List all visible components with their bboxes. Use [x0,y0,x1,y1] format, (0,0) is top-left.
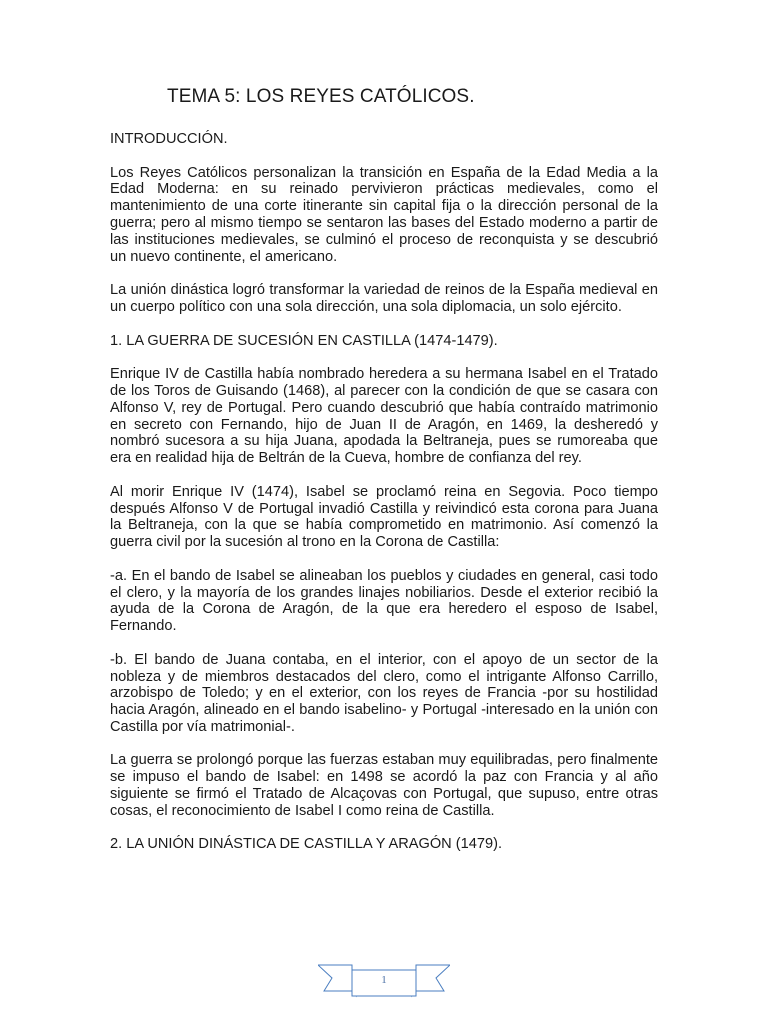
document-body [110,131,658,870]
paragraph: Al morir Enrique IV (1474), Isabel se proclamó reina en Segovia. Poco tiempo después Alfonso V de Portugal invadió Castilla y reivindicó esta corona para Juana la Beltraneja, con la que se había comprometido en matrimonio. Así comenzó la guerra civil por la sucesión al trono en la Corona de Castilla: [110,483,658,551]
paragraph: La guerra se prolongó porque las fuerzas estaban muy equilibradas, pero finalmente se impuso el bando de Isabel: en 1498 se acordó la paz con Francia y al año siguiente se firmó el Tratado de Alcaçovas con Portugal, que supuso, entre otras cosas, el reconocimiento de Isabel I como reina de Castilla. [110,752,658,819]
paragraph: Los Reyes Católicos personalizan la transición en España de la Edad Media a la Edad Moderna: en su reinado pervivieron prácticas medievales, como el mantenimiento de una corte itinerante sin capital fija o la dirección personal de la guerra; pero al mismo tiempo se sentaron las bases del Estado moderno a partir de las instituciones medievales, se culminó el proceso de reconquista y se descubrió un nuevo continente, el americano. [110,164,658,265]
section-heading-introduccion: INTRODUCCIÓN. [110,131,228,147]
list-item-bando-juana: -b. El bando de Juana contaba, en el interior, con el apoyo de un sector de la nobleza y de miembros destacados del clero, como el intrigante Alfonso Carrillo, arzobispo de Toledo; y en el exterior, con los reyes de Francia -por su hostilidad hacia Aragón, alineado en el bando isabelino- y Portugal -interesado en la unión con Castilla por vía matrimonial-. [110,651,658,735]
section-heading-guerra-sucesion: 1. LA GUERRA DE SUCESIÓN EN CASTILLA (1474-1479). [110,332,498,349]
section-heading-union-dinastica: 2. LA UNIÓN DINÁSTICA DE CASTILLA Y ARAGÓN (1479). [110,836,503,853]
paragraph: La unión dinástica logró transformar la variedad de reinos de la España medieval en un cuerpo político con una sola dirección, una sola diplomacia, un solo ejército. [110,282,658,315]
list-item-bando-isabel: -a. En el bando de Isabel se alineaban los pueblos y ciudades en general, casi todo el clero, y la mayoría de los grandes linajes nobiliarios. Desde el exterior recibió la ayuda de la Corona de Aragón, de la que era heredero el esposo de Isabel, Fernando. [110,567,658,635]
paragraph: Enrique IV de Castilla había nombrado heredera a su hermana Isabel en el Tratado de los Toros de Guisando (1468), al parecer con la condición de que se casara con Alfonso V, rey de Portugal. Pero cuando descubrió que había contraído matrimonio en secreto con Fernando, hijo de Juan II de Aragón, en 1469, la desheredó y nombró sucesora a su hija Juana, apodada la Beltraneja, pues se rumoreaba que era en realidad hija de Beltrán de la Cueva, hombre de confianza del rey. [110,366,658,467]
page-number: 1 [381,974,387,986]
document-title: TEMA 5: LOS REYES CATÓLICOS. [167,86,475,107]
